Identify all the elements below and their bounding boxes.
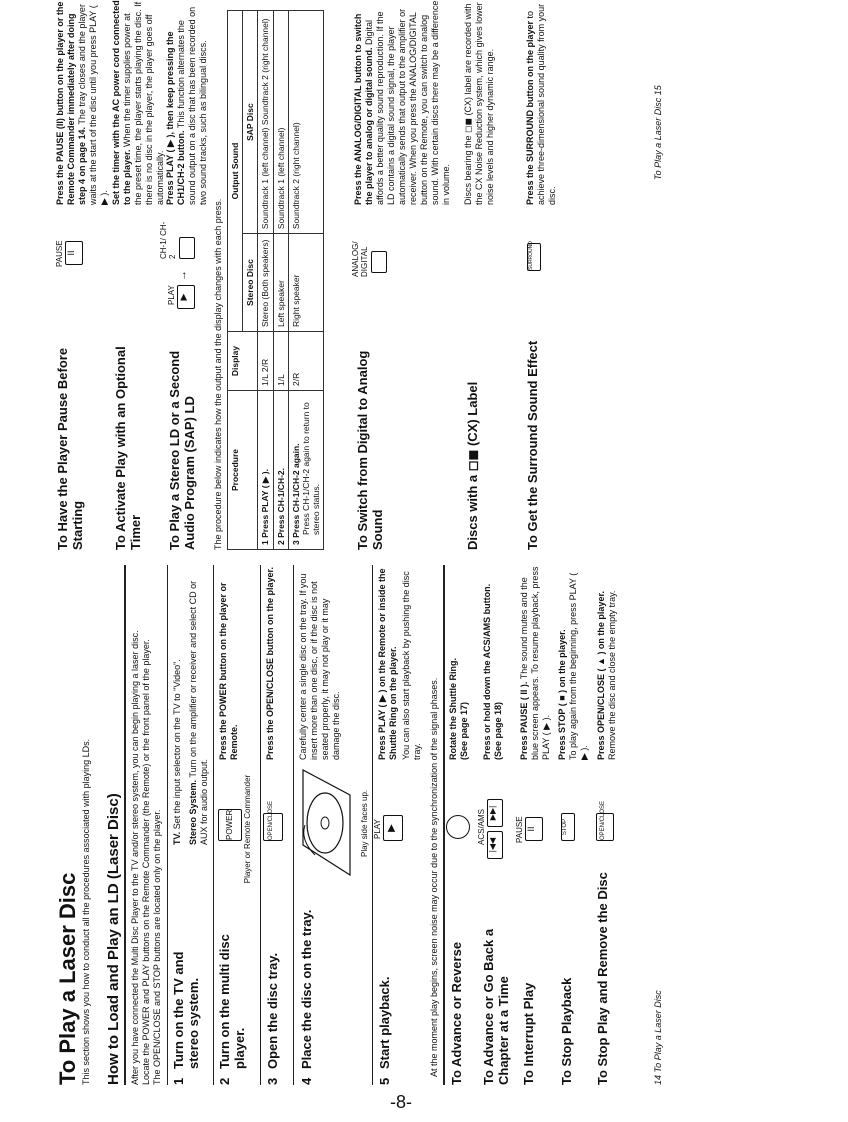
ch-label: CH-1/ CH-2 — [159, 221, 177, 259]
right-footer: To Play a Laser Disc 15 — [653, 85, 663, 180]
timer-text: Set the timer with the AC power cord connected to the player. When the timer supplies power at the preset time, the player starts playing the disc. If there is no disc in the player, the player goes off automatically. — [111, 0, 165, 205]
op-interrupt-title: To Interrupt Play — [521, 982, 536, 1085]
step-4-caption: Play side faces up. — [360, 789, 369, 857]
stop-button-icon: STOP — [561, 813, 575, 841]
surround-title: To Get the Surround Sound Effect — [525, 340, 540, 550]
surround-text: Press the SURROUND button on the player to achieve three-dimensional sound quality from your disc. — [525, 3, 557, 205]
pause-start-text: Press the PAUSE (II) button on the player or the Remote Commander immediately after doing step 4 on page 14. The tray closes and the player waits at the start of the disc until you press PLAY ( ▶ ). — [55, 1, 109, 205]
op-stop-bold: Press STOP ( ■ ) on the player. — [557, 629, 567, 760]
step-2-title: Turn on the multi disc player. — [217, 934, 247, 1069]
pause-label-right: PAUSE — [55, 240, 64, 267]
th-stereo: Stereo Disc — [243, 234, 258, 332]
pause-start-title: To Have the Player Pause Before Starting — [55, 347, 85, 550]
sync-note: At the moment play begins, screen noise may occur due to the synchronization of the signal phases. — [429, 677, 439, 1077]
op-remove-bold: Press OPEN/CLOSE ( ▲ ) on the player. — [596, 591, 606, 760]
section-rule — [124, 565, 126, 1085]
step-1-stereo-text: Turn on the amplifier or receiver and select CD or AUX for audio output. — [188, 580, 209, 845]
th-procedure: Procedure — [228, 391, 258, 550]
analog-text: Press the ANALOG/DIGITAL button to switch the player to analog or digital sound. Digital affords a better quality sound reproduction. If the LD contains a digital sound signal, the player automatically sends that output to the amplifier or receiver. When you press the ANALOG/DIGITAL button on the Remote, you can switch to analog sound. With certain discs there may be a difference in volume. — [353, 0, 451, 205]
step-3-number: 3 — [265, 1077, 280, 1085]
step-2-number: 2 — [217, 1077, 232, 1085]
step-1-stereo-label: Stereo System. — [188, 779, 198, 845]
analog-label: ANALOG/ DIGITAL — [351, 241, 369, 277]
step-3-title: Open the disc tray. — [265, 952, 280, 1069]
analog-title: To Switch from Digital to Analog Sound — [355, 350, 385, 550]
step-4-text: Carefully center a single disc on the tray. If you insert more than one disc, or if the disc is not seated properly, it may not play or it may damage the disc. — [298, 573, 341, 760]
step-1-tv-text: Set the input selector on the TV to "Video". — [172, 659, 182, 830]
step-4-number: 4 — [299, 1077, 314, 1085]
op-advance-title: To Advance or Reverse — [449, 941, 464, 1085]
op-advance-bold: Rotate the Shuttle Ring. — [448, 658, 458, 760]
step-2-text: Press the POWER button on the player or Remote. — [218, 582, 239, 760]
table-intro: The procedure below indicates how the output and the display changes with each press. — [213, 198, 223, 550]
open-close-button-icon-2: OPEN/CLOSE — [596, 813, 614, 841]
left-footer: 14 To Play a Laser Disc — [653, 990, 663, 1085]
table-row: 1 Press PLAY ( ▶ ). 1/L 2/R Stereo (Both speakers) Soundtrack 1 (left channel) Soundtrack 2 (right channel) — [258, 11, 274, 550]
op-remove-title: To Stop Play and Remove the Disc — [595, 872, 610, 1085]
acs-ams-label: ACS/AMS — [477, 808, 486, 845]
step-5-title: Start playback. — [377, 976, 392, 1069]
op-chapter-text: (See page 18) — [493, 701, 503, 760]
shuttle-ring-icon — [446, 815, 470, 839]
step-1-number: 1 — [171, 1077, 186, 1085]
sap-title: To Play a Stereo LD or a Second Audio Program (SAP) LD — [167, 350, 197, 550]
section-title: How to Load and Play an LD (Laser Disc) — [105, 793, 122, 1085]
th-sap: SAP Disc — [243, 11, 258, 234]
th-output: Output Sound — [228, 11, 243, 332]
ch-button-icon — [179, 237, 195, 259]
next-chapter-icon: ▶▶| — [487, 799, 503, 827]
step-1-tv-label: TV. — [172, 831, 182, 845]
disc-tray-illustration — [295, 767, 359, 885]
op-remove-text: Remove the disc and close the empty tray. — [607, 590, 617, 760]
step-1-title: Turn on the TV and stereo system. — [171, 951, 201, 1069]
pause-button-icon: II — [525, 817, 543, 841]
cx-text: Discs bearing the ◻◼ (CX) label are recorded with the CX Noise Reduction system, which gives lower noise levels and higher dynamic range. — [463, 2, 495, 205]
th-display: Display — [228, 332, 258, 391]
prev-chapter-icon: |◀◀ — [487, 831, 503, 859]
step-5-text: Press PLAY ( ▶ ) on the Remote or inside the Shuttle Ring on the player. — [377, 568, 398, 760]
op-interrupt-text: Press PAUSE ( II ). The sound mutes and the blue screen appears. To resume playback, press PLAY ( ▶ ). — [519, 566, 551, 760]
surround-button-icon: SURROUND — [527, 243, 541, 271]
cx-title: Discs with a ◻◼ (CX) Label — [465, 381, 480, 550]
section-intro-3: The OPEN/CLOSE and STOP buttons are located only on the player. — [152, 809, 162, 1085]
op-chapter-title: To Advance or Go Back a Chapter at a Time — [481, 928, 511, 1085]
step-3-text: Press the OPEN/CLOSE button on the player. — [265, 566, 275, 760]
analog-digital-button-icon — [371, 251, 387, 273]
table-row: 3 Press CH-1/CH-2 again. Press CH-1/CH-2 again to return to stereo status. 2/R Right speaker Soundtrack 2 (right channel) — [289, 11, 324, 550]
timer-title: To Activate Play with an Optional Timer — [113, 346, 143, 550]
play-button-icon: ▶ — [383, 815, 403, 841]
rotated-spread — [55, 0, 815, 1085]
section-intro-1: After you have connected the Multi Disc Player to the TV and/or stereo system, you can begin playing a laser disc. — [130, 630, 140, 1085]
page-number: -8- — [390, 1092, 412, 1112]
op-stop-title: To Stop Playback — [559, 977, 574, 1085]
page-title: To Play a Laser Disc — [55, 872, 80, 1085]
pause-label-left: PAUSE — [515, 816, 524, 843]
step-5-number: 5 — [377, 1077, 392, 1085]
open-close-button-icon: OPEN/CLOSE — [263, 813, 283, 841]
intro-text: This section shows you how to conduct all the procedures associated with playing LDs. — [81, 738, 91, 1085]
step-5-text-2: You can also start playback by pushing the disc tray. — [401, 571, 422, 760]
sap-text: Press PLAY ( ▶ ), then keep pressing the CH1/CH-2 button. This function alternates the sound output on a disc that has been recorded on two sound tracks, such as bilingual discs. — [165, 6, 208, 205]
step-4-title: Place the disc on the tray. — [299, 909, 314, 1069]
output-table — [227, 10, 324, 550]
op-chapter-bold: Press or hold down the ACS/AMS button. — [482, 583, 492, 760]
op-advance-text: (See page 17) — [459, 701, 469, 760]
play-icon-label: PLAY — [373, 819, 382, 839]
arrow-icon: → — [177, 270, 189, 281]
op-stop-text: To play again from the beginning, press PLAY ( ▶ ). — [568, 572, 589, 760]
power-button-icon: POWER — [218, 809, 242, 841]
section-intro-2: Locate the POWER and PLAY buttons on the Remote Commander (the Remote) or the front panel of the player. — [141, 639, 151, 1085]
table-row: 2 Press CH-1/CH-2. 1/L Left speaker Soundtrack 1 (left channel) — [274, 11, 289, 550]
pause-button-icon-right: II — [65, 241, 83, 265]
sap-play-label: PLAY — [167, 285, 176, 305]
sap-play-icon: ▶ — [177, 285, 195, 309]
step-2-icon-caption: Player or Remote Commander — [243, 774, 252, 884]
